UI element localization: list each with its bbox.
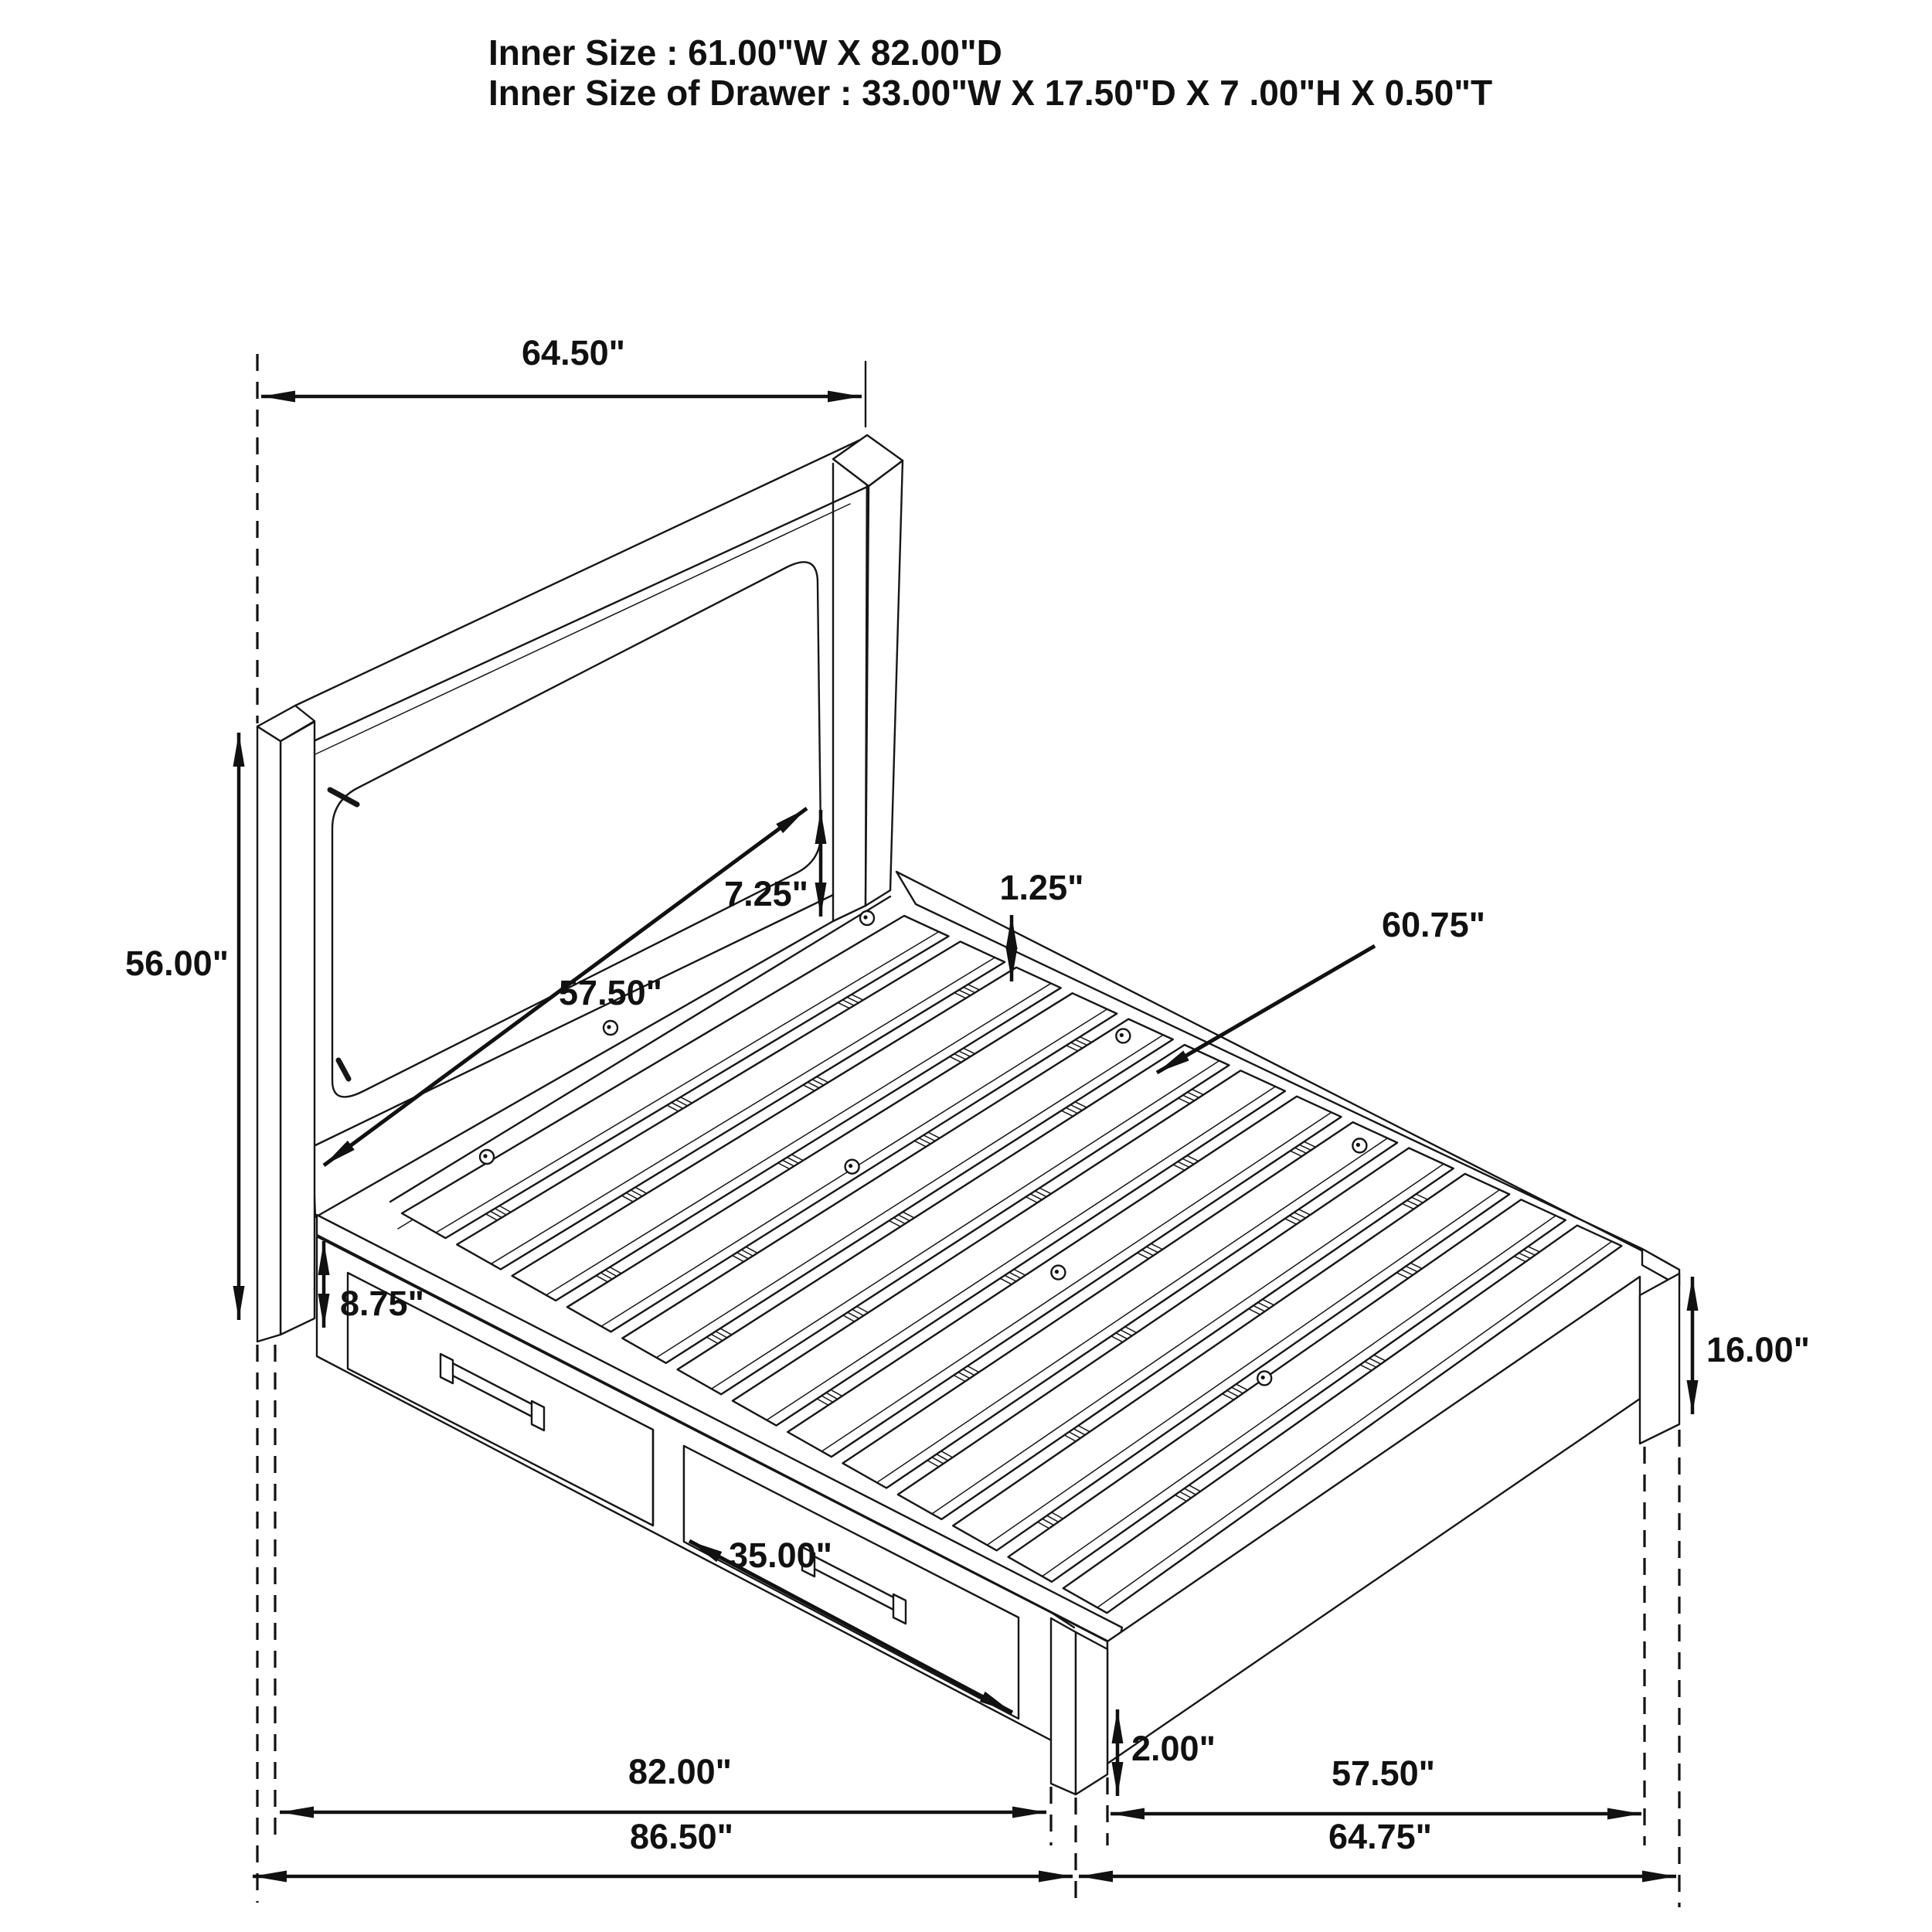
slat-connector xyxy=(783,1160,794,1166)
screw-icon xyxy=(849,1164,852,1168)
dim-label: 56.00" xyxy=(125,944,229,983)
slat-connector xyxy=(838,1002,849,1008)
slat-connector xyxy=(1192,1090,1203,1095)
slat-connector xyxy=(812,1080,824,1085)
slat-connector xyxy=(1232,1387,1243,1393)
dim-label: 57.50" xyxy=(1332,1753,1435,1793)
screw-icon xyxy=(483,1154,487,1158)
slat-connector xyxy=(847,997,859,1002)
slat-connector xyxy=(610,1267,621,1274)
slat-connector xyxy=(889,1221,900,1227)
slat-connector xyxy=(928,1132,940,1138)
slat-connector xyxy=(1005,1275,1016,1281)
slat-connector xyxy=(1183,1095,1195,1100)
slat-connector xyxy=(1185,1488,1196,1495)
slat-connector xyxy=(787,1158,798,1164)
slat-connector xyxy=(1064,1435,1076,1441)
slat-connector xyxy=(778,1163,790,1169)
slat-connector xyxy=(1047,1515,1059,1522)
dim-label: 1.25" xyxy=(999,868,1084,907)
dim-overall-length xyxy=(253,1817,1073,1876)
dim-overall-width xyxy=(1079,1817,1676,1876)
slat-connector xyxy=(711,1335,723,1341)
slat-connector xyxy=(1369,1359,1381,1364)
slat-connector xyxy=(1299,1209,1311,1215)
slat-connector xyxy=(821,1396,833,1402)
slat-connector xyxy=(1187,1155,1199,1161)
slat-connector xyxy=(720,1328,732,1335)
slat-connector xyxy=(1052,1512,1063,1519)
screw-icon xyxy=(863,915,867,919)
slat-connector xyxy=(791,1155,803,1161)
slat-connector xyxy=(1116,1333,1128,1339)
dim-platform-length xyxy=(280,1752,1046,1812)
slat-connector xyxy=(1175,1495,1187,1501)
slat-connector xyxy=(716,1332,727,1338)
slat-connector xyxy=(746,1247,757,1253)
slat-connector xyxy=(1035,1191,1046,1196)
slat-connector xyxy=(954,1054,966,1060)
slat-connector xyxy=(1406,1200,1418,1206)
dim-label: 16.00" xyxy=(1706,1330,1810,1369)
slat-connector xyxy=(1360,1365,1372,1371)
dim-label: 57.50" xyxy=(559,973,662,1012)
slat-connector xyxy=(903,1212,914,1218)
slat-connector xyxy=(954,993,966,998)
dim-label: 60.75" xyxy=(1382,905,1485,944)
slat-connector xyxy=(808,1082,819,1087)
slat-connector xyxy=(596,1276,607,1282)
slat-connector xyxy=(1299,1145,1311,1150)
dim-label: 8.75" xyxy=(340,1284,424,1323)
screw-icon xyxy=(607,1025,611,1029)
slat-connector xyxy=(1151,1243,1162,1249)
slat-connector xyxy=(1406,1267,1417,1272)
slat-connector xyxy=(831,1389,842,1396)
slat-connector xyxy=(1173,1165,1185,1170)
slat-connector xyxy=(852,1309,864,1315)
drawer-handle-end xyxy=(532,1401,544,1430)
dim-footboard-height xyxy=(1692,1277,1810,1414)
slat-connector xyxy=(1416,1194,1427,1199)
slat-connector xyxy=(927,1461,939,1467)
slat-connector xyxy=(1142,1250,1154,1255)
slat-connector xyxy=(672,1103,683,1109)
slat-connector xyxy=(1253,1305,1265,1311)
headboard-left-post-front xyxy=(257,726,281,1342)
slat-connector xyxy=(1014,1270,1026,1276)
slat-connector xyxy=(737,1253,749,1259)
slat-connector xyxy=(626,1192,638,1199)
slat-connector xyxy=(1071,1043,1083,1048)
slat-connector xyxy=(605,1270,617,1276)
slat-connector xyxy=(1519,1253,1530,1258)
near-foot-post-front xyxy=(1051,1618,1076,1794)
slat-connector xyxy=(968,985,979,990)
slat-connector xyxy=(932,1458,944,1464)
headboard-right-post-side xyxy=(866,461,903,906)
slat-connector xyxy=(898,1215,910,1221)
slat-connector xyxy=(1043,1519,1054,1525)
slat-connector xyxy=(1061,1111,1073,1116)
slat-connector xyxy=(1179,1098,1190,1104)
slat-connector xyxy=(1223,1394,1234,1400)
slat-connector xyxy=(1294,1148,1306,1153)
slat-connector xyxy=(1374,1355,1386,1360)
slat-connector xyxy=(1076,1039,1087,1045)
title-block xyxy=(488,32,1492,113)
dim-label: 2.00" xyxy=(1131,1729,1216,1768)
slat-connector xyxy=(923,1135,935,1141)
headboard-left-post-side xyxy=(281,722,315,1335)
title-inner-size: Inner Size : 61.00"W X 82.00"D xyxy=(488,32,1002,73)
slat-connector xyxy=(1410,1263,1422,1268)
slat-connector xyxy=(842,1000,854,1005)
dim-label: 35.00" xyxy=(729,1536,832,1575)
slat-connector xyxy=(1070,1105,1082,1111)
slat-connector xyxy=(1189,1485,1201,1492)
slat-connector xyxy=(1528,1247,1539,1252)
screw-icon xyxy=(1055,1270,1059,1274)
slat-connector xyxy=(1402,1203,1413,1209)
screw-icon xyxy=(1120,1033,1124,1037)
slat-connector xyxy=(959,990,971,995)
slat-connector xyxy=(1523,1250,1535,1255)
slat-connector xyxy=(1073,1429,1085,1435)
slat-connector xyxy=(741,1250,753,1256)
slat-connector xyxy=(954,1375,965,1381)
slat-connector xyxy=(1030,1194,1042,1199)
dim-label: 7.25" xyxy=(724,874,808,913)
slat-connector xyxy=(1365,1362,1376,1367)
slat-connector xyxy=(857,1307,869,1313)
dim-slat-length xyxy=(1157,905,1485,1073)
slat-connector xyxy=(681,1097,692,1104)
slat-connector xyxy=(1290,1216,1301,1221)
slat-connector xyxy=(1249,1309,1260,1315)
slat-connector xyxy=(848,1312,859,1318)
slat-connector xyxy=(499,1206,511,1212)
drawer-handle-end xyxy=(893,1594,906,1624)
slat-connector xyxy=(1038,1522,1049,1528)
slat-connector xyxy=(1304,1141,1315,1147)
slat-connector xyxy=(941,1451,953,1458)
slat-connector xyxy=(1000,1278,1012,1284)
slat-connector xyxy=(964,987,975,992)
slat-connector xyxy=(893,1218,905,1224)
screw-icon xyxy=(1356,1143,1360,1147)
slat-connector xyxy=(937,1454,948,1461)
slat-connector xyxy=(1180,1492,1192,1498)
near-foot-post-side xyxy=(1076,1632,1107,1794)
slat-connector xyxy=(959,1051,971,1056)
slat-connector xyxy=(1294,1213,1306,1218)
slat-connector xyxy=(1080,1037,1091,1043)
slat-connector xyxy=(1236,1384,1248,1390)
slat-connector xyxy=(852,995,863,1000)
slat-connector xyxy=(1291,1151,1302,1156)
slat-connector xyxy=(826,1393,838,1399)
slat-connector xyxy=(1411,1197,1423,1202)
drawer-handle-end xyxy=(440,1354,453,1383)
slat-connector xyxy=(621,1196,633,1202)
slat-connector xyxy=(1066,1046,1078,1051)
slat-connector xyxy=(1396,1273,1408,1278)
slat-connector xyxy=(1075,1102,1087,1107)
slat-connector xyxy=(1401,1270,1413,1275)
slat-connector xyxy=(600,1273,612,1279)
slat-connector xyxy=(733,1256,744,1262)
slat-connector xyxy=(1026,1197,1037,1203)
screw-icon xyxy=(1261,1376,1265,1379)
slat-connector xyxy=(1138,1253,1149,1259)
slat-connector xyxy=(495,1209,506,1215)
slat-connector xyxy=(843,1315,855,1321)
slat-connector xyxy=(1066,1107,1077,1113)
slat-connector xyxy=(803,1085,815,1091)
slat-connector xyxy=(667,1105,679,1111)
dim-headboard-height xyxy=(125,733,239,1320)
slat-connector xyxy=(914,1141,926,1147)
slat-connector xyxy=(486,1214,498,1220)
slat-connector xyxy=(706,1337,718,1343)
slat-connector xyxy=(1285,1219,1297,1224)
slat-connector xyxy=(958,1372,970,1379)
slat-connector xyxy=(1009,1272,1021,1278)
dim-label: 64.50" xyxy=(522,333,625,372)
slat-connector xyxy=(1078,1426,1090,1432)
slat-connector xyxy=(635,1187,647,1193)
slat-connector xyxy=(1125,1327,1137,1333)
slat-connector xyxy=(490,1211,502,1217)
slat-connector xyxy=(1182,1158,1194,1164)
slat-connector xyxy=(1227,1390,1239,1396)
far-foot-post xyxy=(1640,1274,1679,1444)
slat-connector xyxy=(631,1190,642,1196)
slat-connector xyxy=(1146,1247,1158,1252)
slat-connector xyxy=(1121,1330,1132,1336)
slat-connector xyxy=(1514,1257,1526,1262)
slat-connector xyxy=(919,1138,930,1144)
slat-connector xyxy=(1178,1162,1189,1167)
slat-connector xyxy=(950,1056,961,1062)
slat-connector xyxy=(1069,1432,1080,1438)
dim-label: 82.00" xyxy=(628,1752,732,1791)
slat-connector xyxy=(1263,1299,1274,1304)
dim-label: 64.75" xyxy=(1328,1817,1432,1856)
dim-label: 86.50" xyxy=(630,1817,733,1856)
slat-connector xyxy=(968,1366,979,1372)
slat-connector xyxy=(963,1369,975,1376)
slat-connector xyxy=(676,1100,688,1106)
slat-connector xyxy=(817,1077,828,1082)
dim-headboard-width xyxy=(261,333,862,396)
slat-connector xyxy=(964,1048,975,1053)
slat-connector xyxy=(1039,1188,1051,1193)
title-drawer-size: Inner Size of Drawer : 33.00"W X 17.50"D X 7 .00"H X 0.50"T xyxy=(488,73,1493,113)
slat-connector xyxy=(817,1399,828,1405)
slat-connector xyxy=(1111,1336,1123,1342)
slat-connector xyxy=(1187,1092,1199,1097)
slat-connector xyxy=(1258,1302,1270,1308)
